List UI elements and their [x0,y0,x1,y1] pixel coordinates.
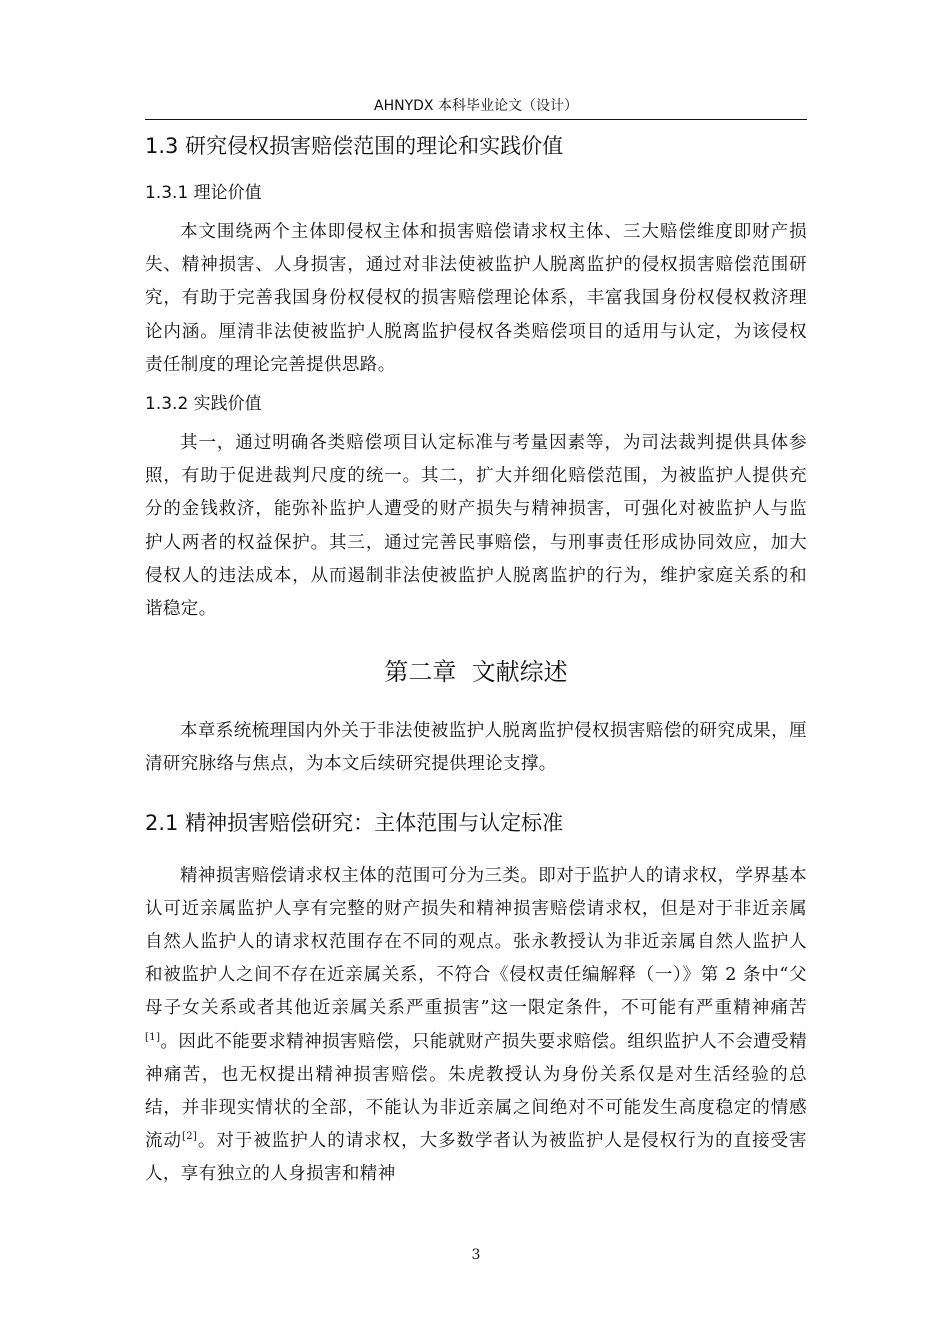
paragraph-theory-value: 本文围绕两个主体即侵权主体和损害赔偿请求权主体、三大赔偿维度即财产损失、精神损害、人身损害，通过对非法使被监护人脱离监护的侵权损害赔偿范围研究，有助于完善我国身份权侵权的损害赔偿理论体系，丰富我国身份权侵权救济理论内涵。厘清非法使被监护人脱离监护侵权各类赔偿项目的适用与认定，为该侵权责任制度的理论完善提供思路。 [145,222,807,375]
page-content [145,128,807,1192]
header-rule [145,119,807,120]
chapter-heading: 第二章 文献综述 [384,658,568,687]
section-heading-1-3: 1.3 研究侵权损害赔偿范围的理论和实践价值 [145,134,564,158]
paragraph-chapter-intro: 本章系统梳理国内外关于非法使被监护人脱离监护侵权损害赔偿的研究成果，厘清研究脉络与焦点，为本文后续研究提供理论支撑。 [145,721,807,775]
citation-2[interactable]: [2] [181,1131,198,1143]
paragraph-part-a: 精神损害赔偿请求权主体的范围可分为三类。即对于监护人的请求权，学界基本认可近亲属监护人享有完整的财产损失和精神损害赔偿请求权，但是对于非近亲属自然人监护人的请求权范围存在不同的观点。张永教授认为非近亲属自然人监护人和被监护人之间不存在近亲属关系，不符合《侵权责任编解释（一）》第 2 条中“父母子女关系或者其他近亲属关系严重损害”这一限定条件，不可能有严重精神痛苦 [145,865,807,1019]
paragraph-part-c: 。对于被监护人的请求权，大多数学者认为被监护人是侵权行为的直接受害人，享有独立的人身损害和精神 [145,1131,807,1185]
paragraph-mental-damage [145,860,807,1192]
section-heading-1-3-2: 1.3.2 实践价值 [145,394,262,415]
section-heading-2-1: 2.1 精神损害赔偿研究：主体范围与认定标准 [145,810,564,835]
citation-1[interactable]: [1] [145,1031,161,1043]
running-header: AHNYDX 本科毕业论文（设计） [374,98,578,114]
paragraph-part-b: 。因此不能要求精神损害赔偿，只能就财产损失要求赔偿。组织监护人不会遭受精神痛苦，也无权提出精神损害赔偿。朱虎教授认为身份关系仅是对生活经验的总结，并非现实情状的全部，不能认为非近亲属之间绝对不可能发生高度稳定的情感流动 [145,1031,807,1152]
page-number: 3 [471,1247,481,1263]
paragraph-practice-value: 其一，通过明确各类赔偿项目认定标准与考量因素等，为司法裁判提供具体参照，有助于促进裁判尺度的统一。其二，扩大并细化赔偿范围，为被监护人提供充分的金钱救济，能弥补监护人遭受的财产损失与精神损害，可强化对被监护人与监护人两者的权益保护。其三，通过完善民事赔偿，与刑事责任形成协同效应，加大侵权人的违法成本，从而遏制非法使被监护人脱离监护的行为，维护家庭关系的和谐稳定。 [145,433,807,620]
section-heading-1-3-1: 1.3.1 理论价值 [145,183,262,203]
